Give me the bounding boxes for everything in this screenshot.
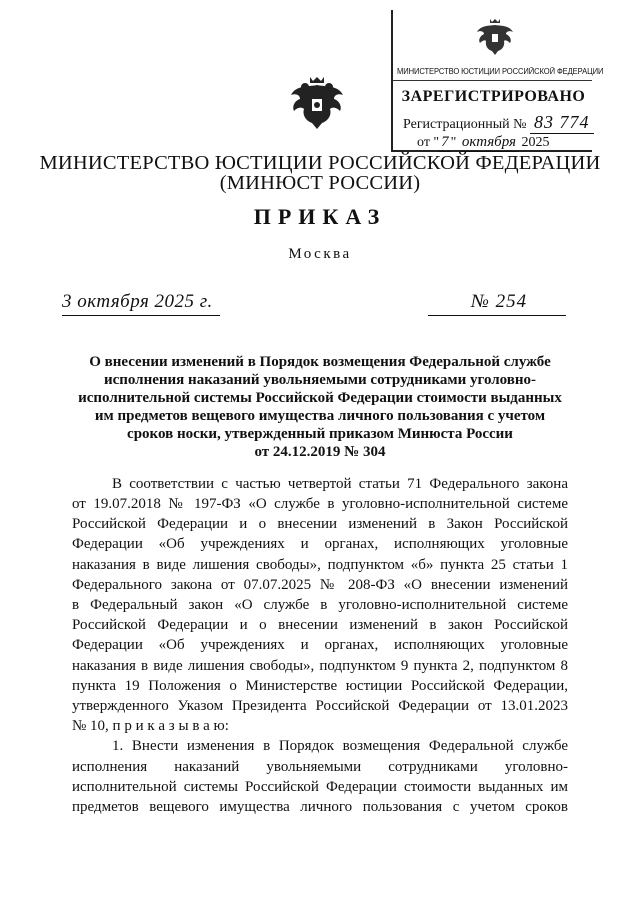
body-line: № 10, п р и к а з ы в а ю: <box>72 718 229 734</box>
body-line: утвержденного Указом Президента Российской Федерации от 13.01.2023 <box>72 698 568 714</box>
stamp-date-quote: " <box>450 135 457 150</box>
body-line: наказания в виде лишения свободы», подпунктом 9 пункта 2, подпунктом 8 <box>72 658 568 674</box>
stamp-divider <box>393 80 592 81</box>
title-line: от 24.12.2019 № 304 <box>254 444 386 460</box>
stamp-date-day: 7 <box>441 134 449 150</box>
coat-of-arms-emblem <box>288 73 346 133</box>
stamp-registration-number-line <box>403 112 594 134</box>
body-line: Федерации «Об учреждениях и органах, исполняющих уголовные <box>72 637 568 653</box>
body-line: в Федеральный закон «О службе в уголовно-исполнительной системе <box>72 597 568 613</box>
stamp-date-year: 2025 <box>521 135 550 150</box>
stamp-date-prefix: от " <box>417 135 440 150</box>
body-line: исполнения наказаний увольняемыми сотрудниками уголовно- <box>72 759 568 775</box>
body-line: предметов вещевого имущества личного пользования с учетом сроков <box>72 799 568 815</box>
stamp-emblem <box>475 16 515 58</box>
body-line: пункта 19 Положения о Министерстве юстиции Российской Федерации, <box>72 678 568 694</box>
stamp-registered-label: ЗАРЕГИСТРИРОВАНО <box>401 88 586 105</box>
order-number-underline <box>428 315 566 316</box>
title-line: исполнительной системы Российской Федерации стоимости выданных <box>78 390 562 406</box>
order-date-underline <box>62 315 220 316</box>
body-line: Федерального закона от 07.07.2025 № 208-ФЗ «О внесении изменений <box>72 577 568 593</box>
title-line: О внесении изменений в Порядок возмещения Федеральной службе <box>89 354 551 370</box>
body-line: 1. Внести изменения в Порядок возмещения Федеральной службе <box>112 738 568 754</box>
stamp-reg-label: Регистрационный № <box>403 117 527 132</box>
body-line: Федерации «Об учреждениях и органах, исполняющих уголовные <box>72 536 568 552</box>
body-line: исполнительной системы Российской Федерации стоимости выданных им <box>72 779 568 795</box>
registration-stamp <box>391 10 604 152</box>
body-line: Российской Федерации и о внесении изменений в Закон Российской <box>72 516 568 532</box>
stamp-date-line <box>417 134 550 152</box>
document-type-heading: ПРИКАЗ <box>253 204 387 229</box>
body-line: Российской Федерации и о внесении изменений в закон Российской <box>72 617 568 633</box>
title-line: сроков носки, утвержденный приказом Минюста России <box>127 426 513 442</box>
body-line: В соответствии с частью четвертой статьи 71 Федерального закона <box>112 476 568 492</box>
stamp-ministry-name: МИНИСТЕРСТВО ЮСТИЦИИ РОССИЙСКОЙ ФЕДЕРАЦИИ <box>397 67 604 76</box>
stamp-reg-number: 83 774 <box>530 112 594 134</box>
city: Москва <box>288 246 352 262</box>
ministry-short-name: (МИНЮСТ РОССИИ) <box>219 172 421 194</box>
order-number: № 254 <box>471 291 528 312</box>
ministry-name: МИНИСТЕРСТВО ЮСТИЦИИ РОССИЙСКОЙ ФЕДЕРАЦИИ <box>39 152 601 174</box>
title-line: им предметов вещевого имущества личного пользования с учетом <box>94 408 546 424</box>
body-line: наказания в виде лишения свободы», подпунктом «б» пункта 25 статьи 1 <box>72 557 568 573</box>
body-line: от 19.07.2018 № 197-ФЗ «О службе в уголовно-исполнительной системе <box>72 496 568 512</box>
stamp-date-month: октября <box>461 134 517 150</box>
title-line: исполнения наказаний увольняемыми сотрудниками уголовно- <box>103 372 537 388</box>
order-date: 3 октября 2025 г. <box>62 291 213 312</box>
